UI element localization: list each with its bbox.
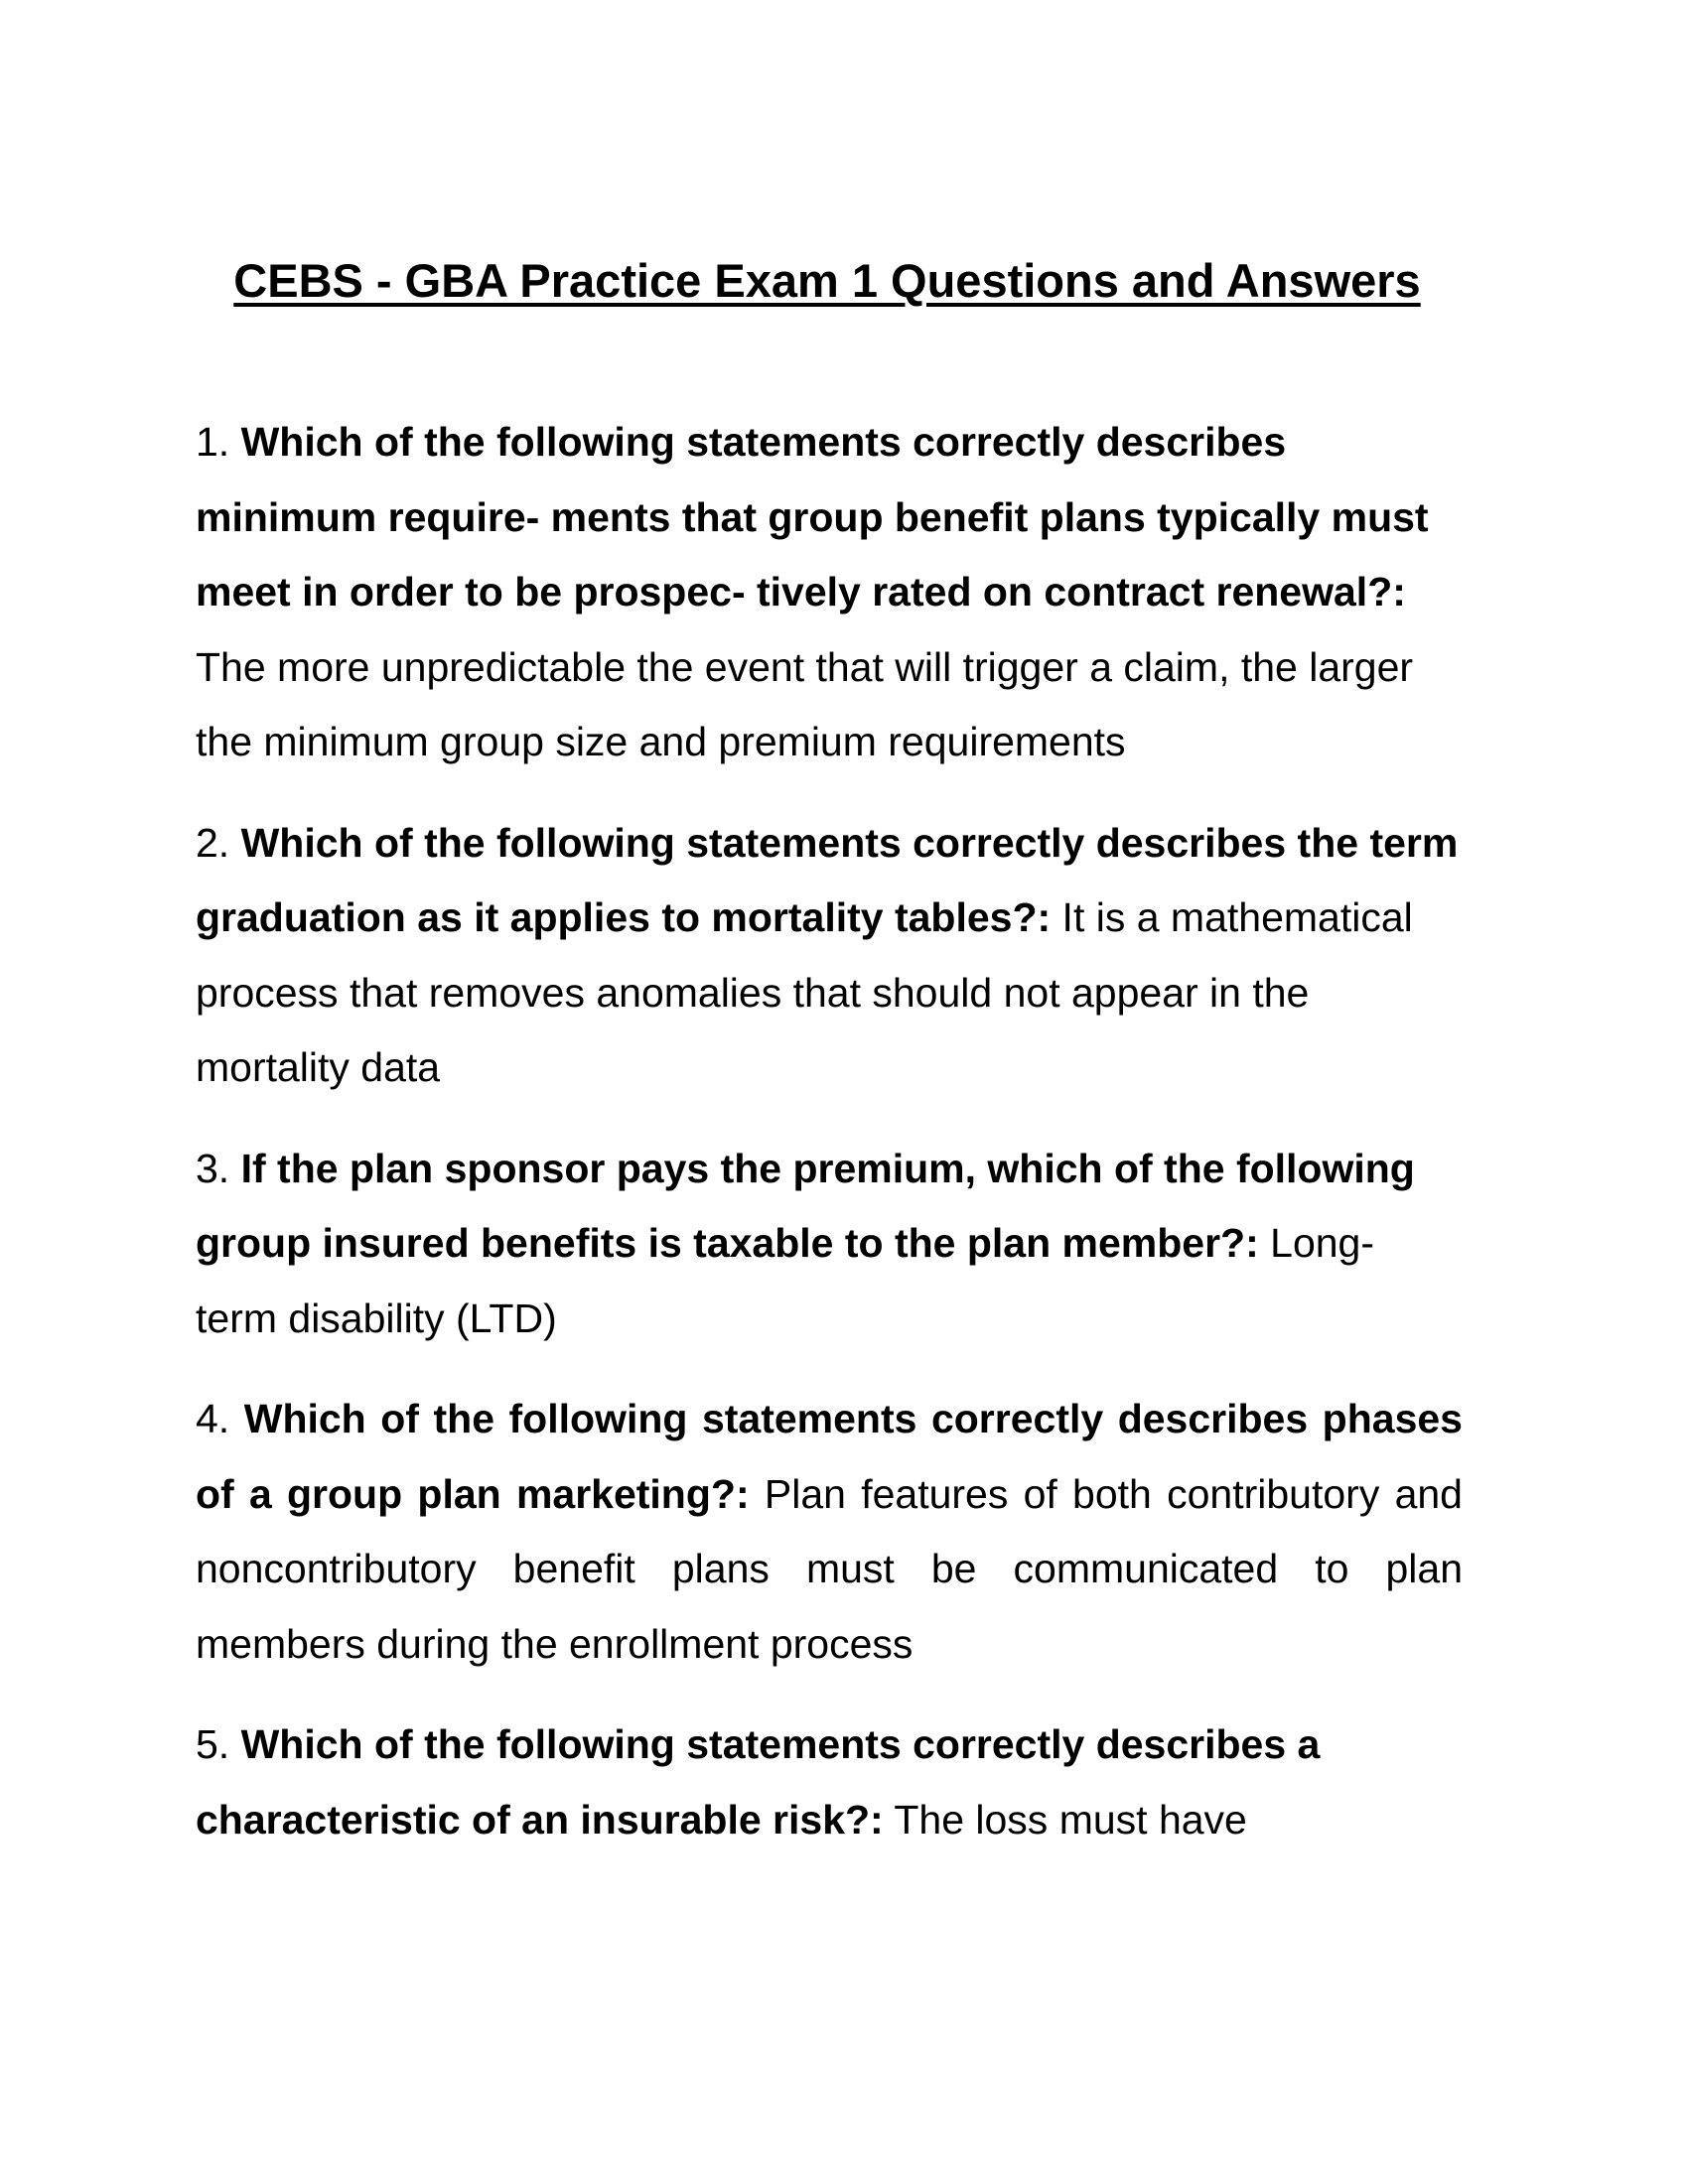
- question-text: Which of the following statements correctly describes a characteristic of an insurable risk?:: [196, 1721, 1321, 1843]
- question-item-5: [196, 1707, 1463, 1857]
- answer-text: Long- term disability (LTD): [196, 1220, 1375, 1341]
- answer-text: It is a mathematical process that removes anomalies that should not appear in the mortality data: [196, 894, 1413, 1090]
- question-number: 2.: [196, 819, 230, 866]
- question-item-2: [196, 806, 1463, 1106]
- document-title: CEBS - GBA Practice Exam 1 Questions and Answers: [233, 254, 1421, 307]
- question-number: 4.: [196, 1396, 230, 1441]
- question-text: Which of the following statements correctly describes minimum require- ments that group benefit plans typically must meet in order to be prospec- tively rated on contract renewal?:: [196, 419, 1429, 614]
- question-number: 3.: [196, 1145, 230, 1191]
- question-number: 5.: [196, 1721, 230, 1767]
- question-item-3: [196, 1132, 1463, 1357]
- question-text: Which of the following statements correctly describes the term graduation as it applies to mortality tables?:: [196, 819, 1459, 940]
- question-text: If the plan sponsor pays the premium, which of the following group insured benefits is taxable to the plan member?:: [196, 1145, 1415, 1266]
- answer-text: The more unpredictable the event that will trigger a claim, the larger the minimum group size and premium requirements: [196, 643, 1414, 764]
- question-item-4: [196, 1382, 1463, 1682]
- question-item-1: [196, 405, 1463, 780]
- question-number: 1.: [196, 419, 230, 465]
- question-list: [196, 405, 1463, 1883]
- answer-text: Plan features of both contributory and noncontributory benefit plans must be communicated to plan members during the enrollment process: [196, 1470, 1463, 1667]
- answer-text: The loss must have: [894, 1796, 1247, 1843]
- question-text: Which of the following statements correctly describes phases of a group plan marketing?:: [196, 1396, 1463, 1517]
